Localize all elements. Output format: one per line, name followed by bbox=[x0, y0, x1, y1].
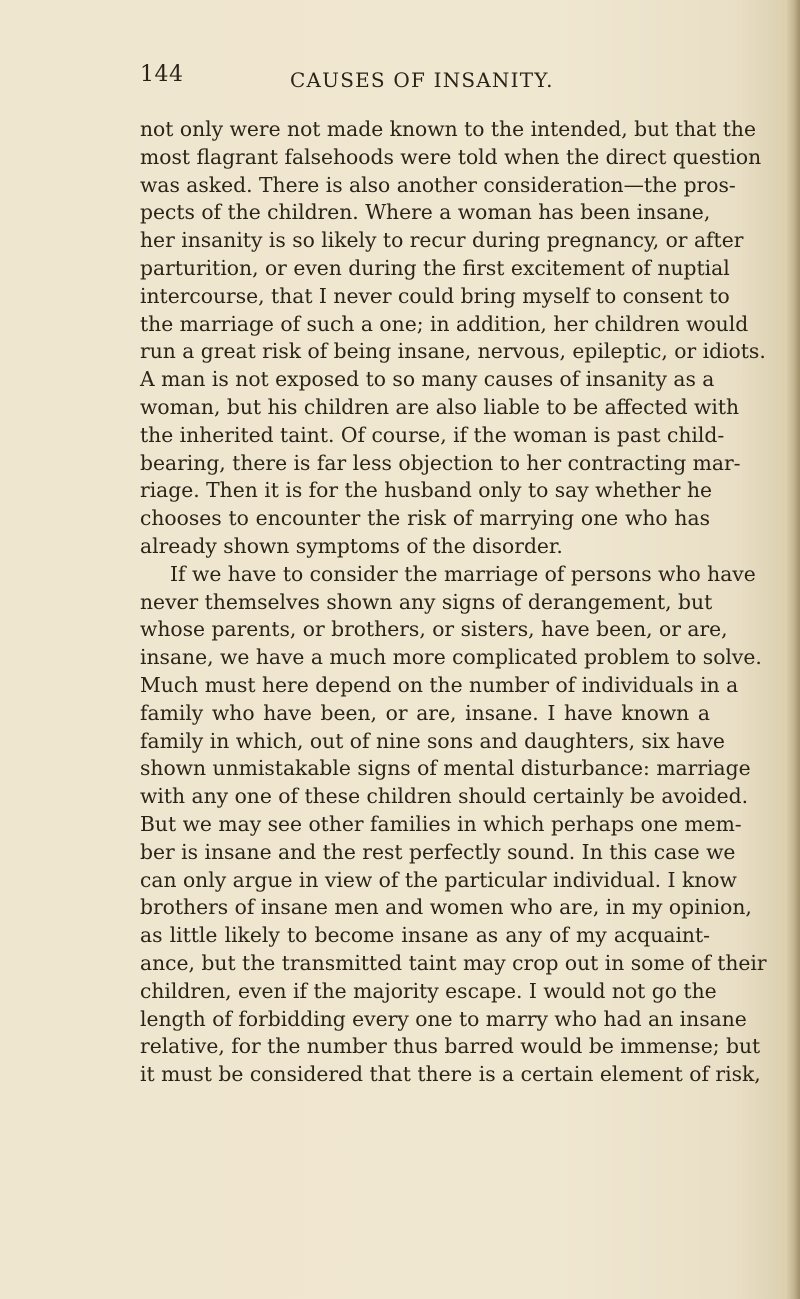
text-line: Much must here depend on the number of individuals in a bbox=[140, 672, 739, 697]
page-number: 144 bbox=[140, 62, 184, 87]
text-line: as little likely to become insane as any of my acquaint- bbox=[140, 923, 710, 948]
text-line: chooses to encounter the risk of marrying one who has bbox=[140, 506, 710, 531]
text-line: length of forbidding every one to marry who had an insane bbox=[140, 1006, 747, 1031]
text-line: ance, but the transmitted taint may crop out in some of their bbox=[140, 950, 767, 975]
running-head: CAUSES OF INSANITY. bbox=[290, 68, 554, 92]
text-line: with any one of these children should certainly be avoided. bbox=[140, 784, 749, 809]
body-text bbox=[140, 116, 767, 1089]
text-line: But we may see other families in which perhaps one mem- bbox=[140, 811, 742, 836]
text-line: her insanity is so likely to recur during pregnancy, or after bbox=[140, 228, 744, 253]
page-edge-shadow bbox=[786, 0, 800, 1299]
text-line: If we have to consider the marriage of persons who have bbox=[170, 561, 756, 586]
text-line: insane, we have a much more complicated problem to solve. bbox=[140, 645, 762, 670]
text-line: ber is insane and the rest perfectly sound. In this case we bbox=[140, 839, 736, 864]
text-line: already shown symptoms of the disorder. bbox=[140, 533, 563, 558]
text-line: the inherited taint. Of course, if the woman is past child- bbox=[140, 422, 725, 447]
text-line: riage. Then it is for the husband only to say whether he bbox=[140, 478, 713, 503]
text-line: can only argue in view of the particular individual. I know bbox=[140, 867, 737, 892]
text-line: the marriage of such a one; in addition, her children would bbox=[140, 311, 749, 336]
text-line: family in which, out of nine sons and daughters, six have bbox=[140, 728, 725, 753]
text-line: run a great risk of being insane, nervous, epileptic, or idiots. bbox=[140, 339, 766, 364]
text-line: children, even if the majority escape. I would not go the bbox=[140, 978, 717, 1003]
text-line: parturition, or even during the first excitement of nuptial bbox=[140, 255, 730, 280]
text-line: was asked. There is also another consideration—the pros- bbox=[140, 172, 736, 197]
text-line: whose parents, or brothers, or sisters, have been, or are, bbox=[140, 617, 728, 642]
text-line: pects of the children. Where a woman has been insane, bbox=[140, 200, 711, 225]
text-line: family who have been, or are, insane. I have known a bbox=[140, 700, 710, 725]
text-line: never themselves shown any signs of derangement, but bbox=[140, 589, 713, 614]
text-line: relative, for the number thus barred would be immense; but bbox=[140, 1034, 761, 1059]
text-line: not only were not made known to the intended, but that the bbox=[140, 117, 756, 141]
text-line: shown unmistakable signs of mental disturbance: marriage bbox=[140, 756, 751, 781]
text-line: bearing, there is far less objection to her contracting mar- bbox=[140, 450, 741, 475]
text-line: intercourse, that I never could bring myself to consent to bbox=[140, 283, 730, 308]
text-line: most flagrant falsehoods were told when the direct question bbox=[140, 144, 762, 169]
text-line: brothers of insane men and women who are, in my opinion, bbox=[140, 895, 752, 920]
text-line: woman, but his children are also liable to be affected with bbox=[140, 394, 740, 419]
text-line: it must be considered that there is a certain element of risk, bbox=[140, 1062, 761, 1087]
text-line: A man is not exposed to so many causes of insanity as a bbox=[140, 367, 715, 392]
